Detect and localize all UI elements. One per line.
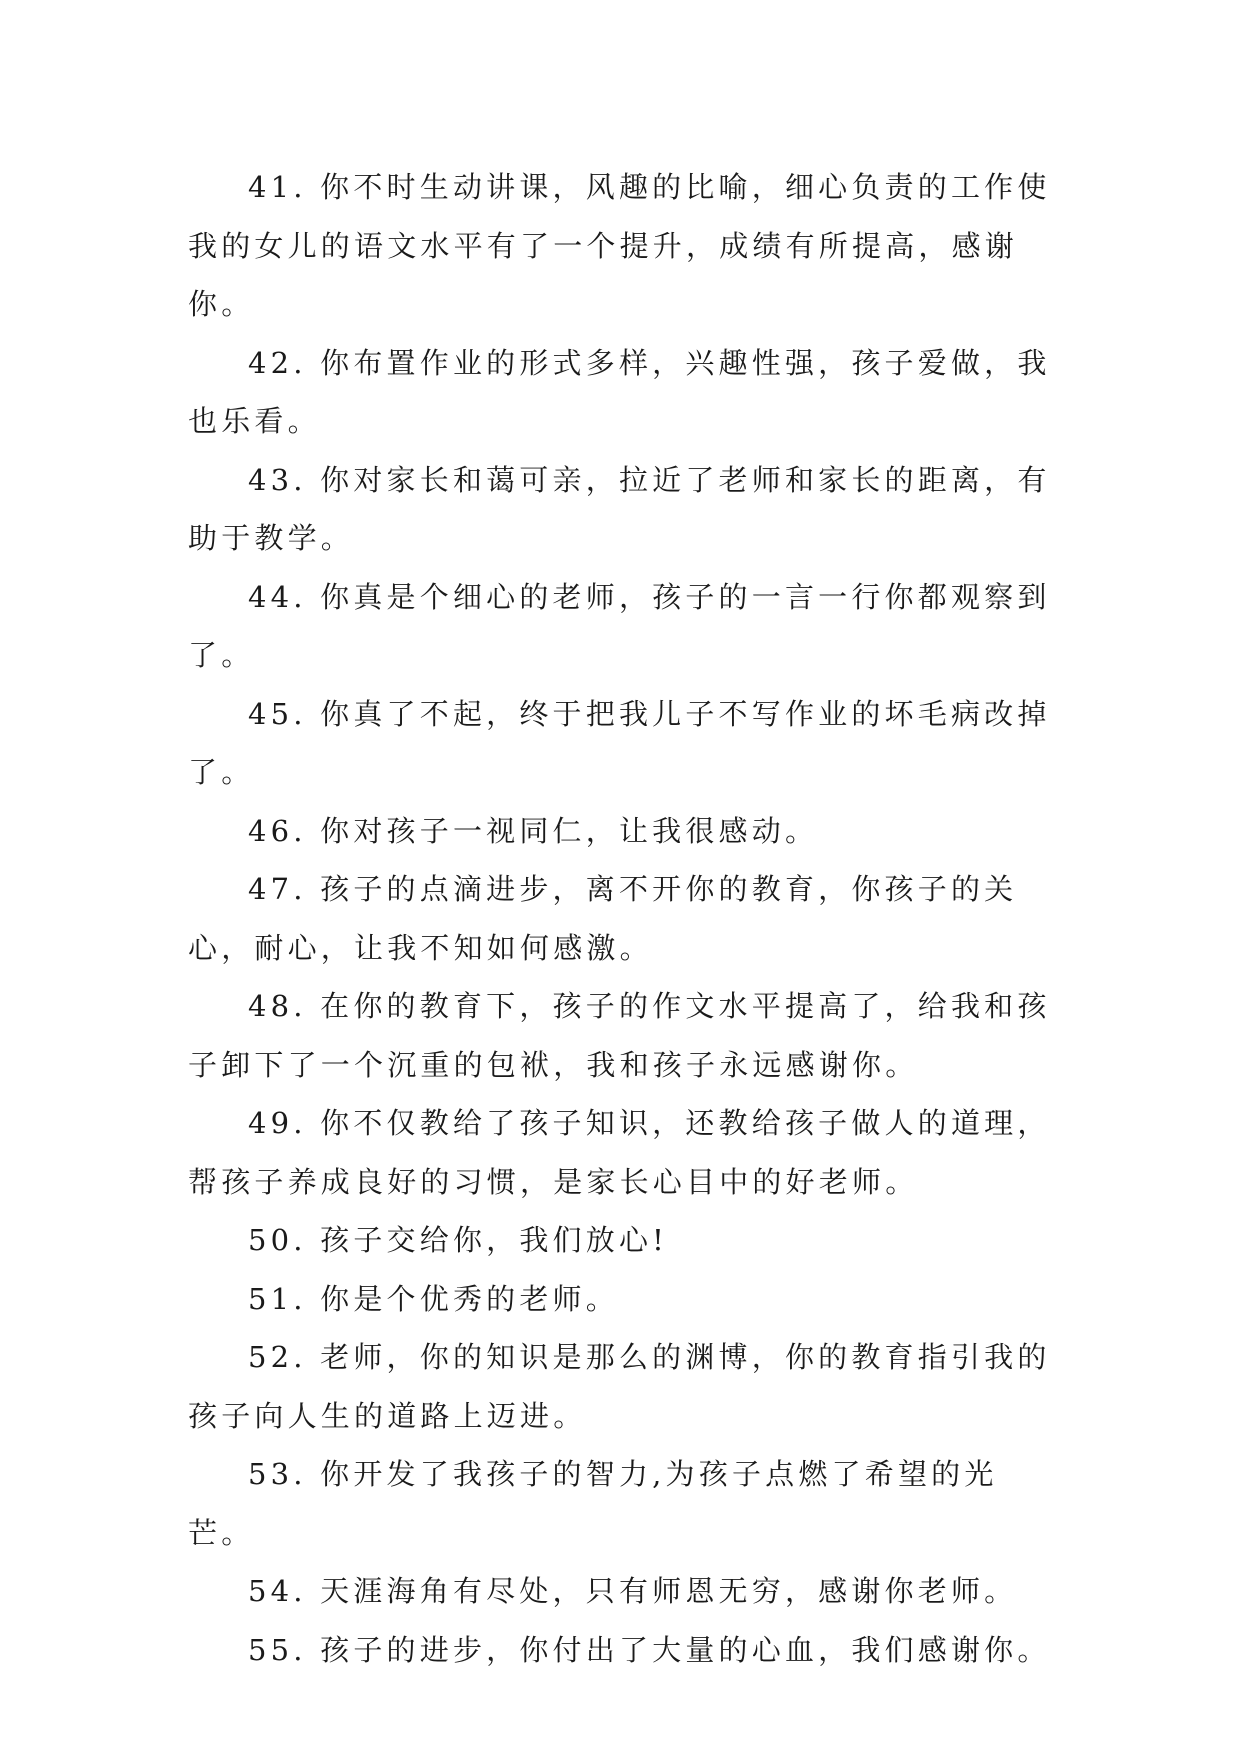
paragraph-53: 53. 你开发了我孩子的智力,为孩子点燃了希望的光芒。 (188, 1457, 998, 1550)
paragraph-50: 50. 孩子交给你，我们放心! (248, 1223, 668, 1257)
paragraph-48: 48. 在你的教育下，孩子的作文水平提高了，给我和孩子卸下了一个沉重的包袱，我和孩子永远感谢你。 (188, 989, 1051, 1082)
paragraph-41: 41. 你不时生动讲课，风趣的比喻，细心负责的工作使我的女儿的语文水平有了一个提升，成绩有所提高，感谢你。 (188, 170, 1051, 321)
paragraph-52: 52. 老师，你的知识是那么的渊博，你的教育指引我的孩子向人生的道路上迈进。 (188, 1340, 1051, 1433)
paragraph-47: 47. 孩子的点滴进步，离不开你的教育，你孩子的关心，耐心，让我不知如何感激。 (188, 872, 1018, 965)
paragraph-44: 44. 你真是个细心的老师，孩子的一言一行你都观察到了。 (188, 579, 1051, 672)
paragraph-49: 49. 你不仅教给了孩子知识，还教给孩子做人的道理，帮孩子养成良好的习惯，是家长心目中的好老师。 (188, 1106, 1051, 1199)
paragraph-43: 43. 你对家长和蔼可亲，拉近了老师和家长的距离，有助于教学。 (188, 462, 1051, 555)
paragraph-46: 46. 你对孩子一视同仁，让我很感动。 (248, 813, 819, 848)
document-body (188, 158, 1058, 1679)
paragraph-55: 55. 孩子的进步，你付出了大量的心血，我们感谢你。 (248, 1632, 1051, 1667)
paragraph-45: 45. 你真了不起，终于把我儿子不写作业的坏毛病改掉了。 (188, 696, 1051, 789)
paragraph-51: 51. 你是个优秀的老师。 (248, 1281, 619, 1316)
paragraph-54: 54. 天涯海角有尽处，只有师恩无穷，感谢你老师。 (248, 1574, 1018, 1608)
paragraph-42: 42. 你布置作业的形式多样，兴趣性强，孩子爱做，我也乐看。 (188, 345, 1051, 438)
